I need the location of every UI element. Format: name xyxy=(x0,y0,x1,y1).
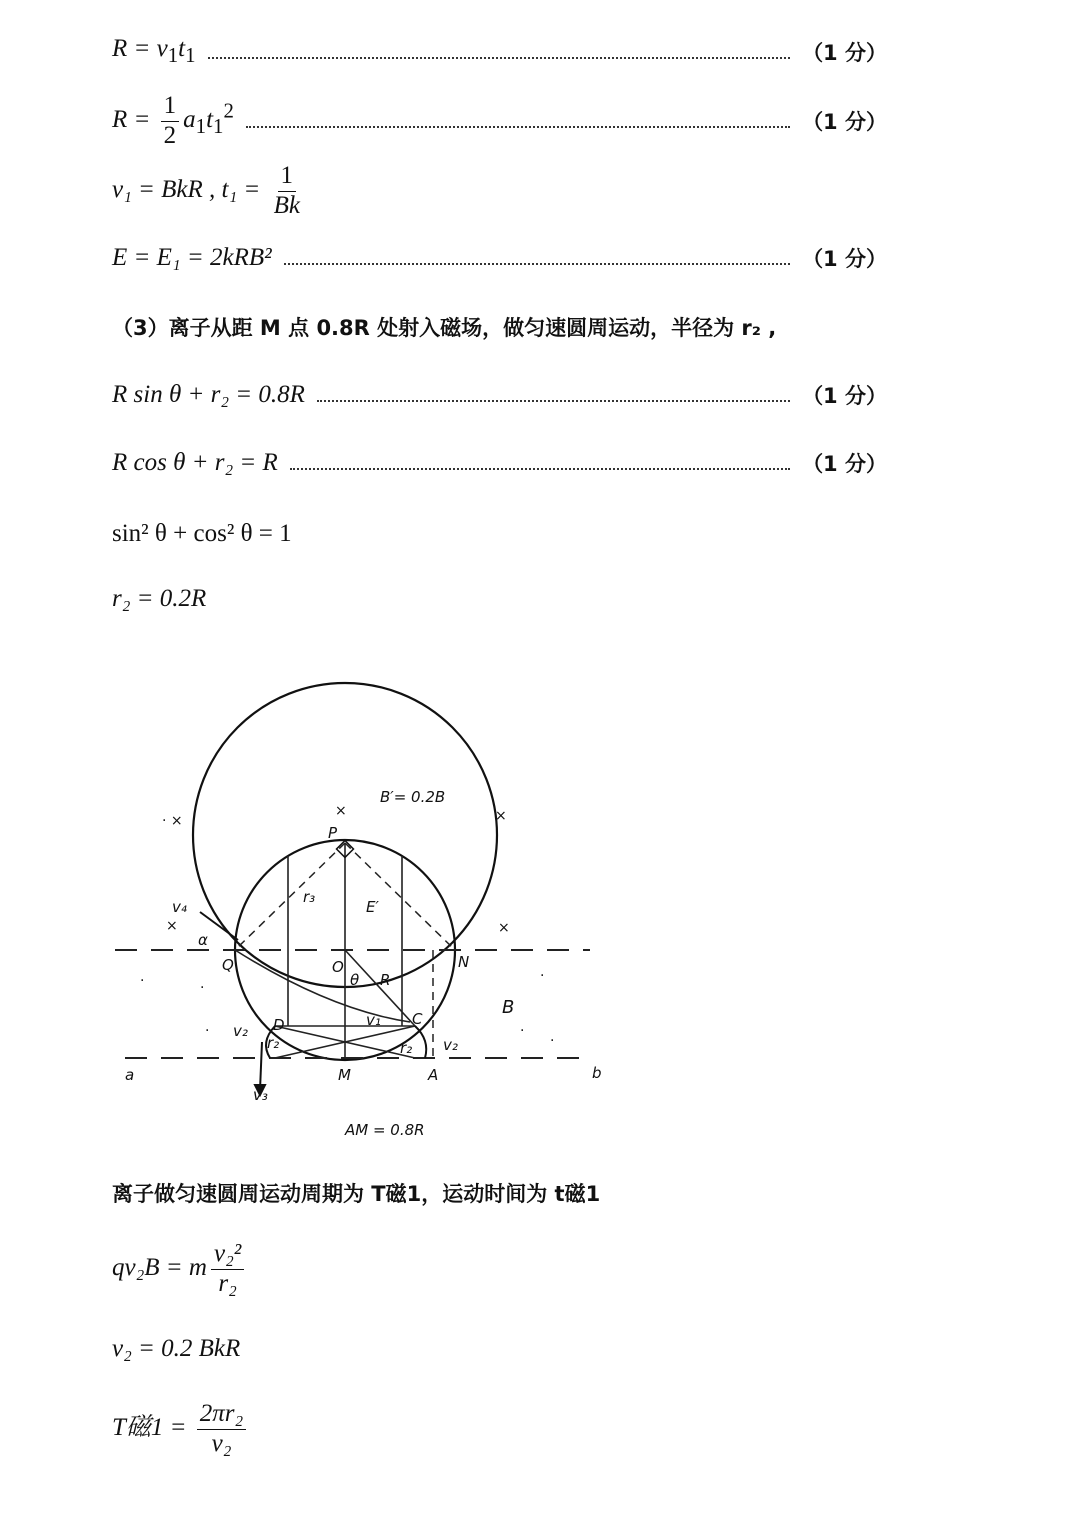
label-v2-right: v₂ xyxy=(443,1036,458,1054)
v3-arrow-line xyxy=(260,1042,262,1090)
score-label: （1 分） xyxy=(802,452,887,476)
magnetic-field-diagram xyxy=(110,680,610,1150)
eq2-lhs: R = xyxy=(112,105,157,133)
field-mark: · xyxy=(550,1033,555,1049)
label-P: P xyxy=(328,824,338,842)
eq2-a: a xyxy=(183,105,196,133)
equation-1 xyxy=(112,35,196,68)
eq2-num: 1 xyxy=(161,92,180,122)
eq4-text: E = E₁ = 2kRB² xyxy=(112,244,272,271)
field-mark: · xyxy=(520,1023,525,1039)
eq1-lhs: R = v xyxy=(112,35,168,62)
eq11-den: v₂ xyxy=(211,1429,232,1457)
equation-10 xyxy=(112,1335,240,1363)
dashed-pn xyxy=(345,843,455,950)
dot-leader xyxy=(317,388,790,402)
field-mark: · xyxy=(140,973,145,989)
period-text: 离子做匀速圆周运动周期为 T磁1，运动时间为 t磁1 xyxy=(112,1182,601,1206)
label-R: R xyxy=(380,971,391,989)
label-v4: v₄ xyxy=(172,898,187,916)
dot-leader xyxy=(290,456,790,470)
field-mark: × xyxy=(166,918,178,934)
eq2-fraction xyxy=(161,92,180,151)
label-v1-mid: v₁ xyxy=(366,1011,381,1029)
eq11-lhs: T磁1 = xyxy=(112,1413,193,1441)
equation-row-4 xyxy=(112,243,887,273)
label-Q: Q xyxy=(222,956,234,974)
label-bprime: B′= 0.2B xyxy=(380,788,446,806)
score-label: （1 分） xyxy=(802,384,887,408)
score-label: （1 分） xyxy=(802,40,887,65)
equation-6 xyxy=(112,449,278,477)
label-r2-right: r₂ xyxy=(400,1039,413,1057)
field-mark: · xyxy=(205,1023,210,1039)
eq2-sup: 2 xyxy=(223,98,234,123)
equation-row-7 xyxy=(112,520,887,548)
field-mark: · xyxy=(200,980,205,996)
eq2-sub2: 1 xyxy=(213,113,224,138)
eq9-fraction xyxy=(211,1240,244,1299)
part3-text: （3）离子从距 M 点 0.8R 处射入磁场，做匀速圆周运动，半径为 r₂ , xyxy=(112,316,777,340)
label-Eprime: E′ xyxy=(366,898,379,916)
equation-11 xyxy=(112,1400,250,1459)
label-C: C xyxy=(412,1010,423,1028)
eq3-num: 1 xyxy=(278,162,297,192)
dot-leader xyxy=(208,45,791,59)
field-mark: × xyxy=(498,920,510,936)
equation-row-6 xyxy=(112,448,887,478)
eq11-num: 2πr₂ xyxy=(197,1400,246,1430)
dashed-pq xyxy=(235,843,345,950)
label-v2-left: v₂ xyxy=(233,1022,248,1040)
label-alpha: α xyxy=(198,931,208,949)
eq1-t: t xyxy=(178,35,186,62)
equation-row-8 xyxy=(112,585,887,613)
eq3-fraction xyxy=(271,162,303,221)
label-v3: v₃ xyxy=(253,1086,268,1104)
dot-leader xyxy=(284,251,790,265)
eq2-den: 2 xyxy=(163,121,177,149)
label-a: a xyxy=(125,1066,135,1084)
eq3-den: Bk xyxy=(273,191,300,219)
score-label: （1 分） xyxy=(802,247,887,271)
label-r2-left: r₂ xyxy=(267,1034,280,1052)
equation-row-9 xyxy=(112,1240,887,1299)
equation-5 xyxy=(112,381,305,409)
eq2-sub: 1 xyxy=(195,113,207,138)
equation-row-11 xyxy=(112,1400,887,1459)
equation-8 xyxy=(112,585,206,613)
eq5-text: R sin θ + r₂ = 0.8R xyxy=(112,381,305,408)
equation-row-10 xyxy=(112,1335,887,1363)
eq2-t: t xyxy=(206,105,214,133)
label-N: N xyxy=(458,953,470,971)
field-mark: · xyxy=(540,968,545,984)
label-theta: θ xyxy=(350,971,360,989)
field-mark: · × xyxy=(162,813,183,829)
label-r3: r₃ xyxy=(303,888,316,906)
label-AM: AM = 0.8R xyxy=(345,1121,425,1139)
equation-row-1 xyxy=(112,35,887,68)
field-mark: × xyxy=(335,803,347,819)
eq1-sub1: 1 xyxy=(167,43,179,67)
right-small-arc xyxy=(415,1026,426,1058)
equation-2 xyxy=(112,92,234,151)
equation-row-3 xyxy=(112,162,887,221)
label-B: B xyxy=(502,997,515,1018)
score-label: （1 分） xyxy=(802,110,887,135)
label-A: A xyxy=(428,1066,439,1084)
equation-4 xyxy=(112,244,272,272)
eq9-num: v₂² xyxy=(211,1240,244,1270)
field-mark: × xyxy=(495,808,507,824)
eq9-den: r₂ xyxy=(218,1269,237,1297)
label-M: M xyxy=(338,1066,351,1084)
eq6-text: R cos θ + r₂ = R xyxy=(112,449,278,476)
equation-7: sin² θ + cos² θ = 1 xyxy=(112,520,292,547)
eq1-sub2: 1 xyxy=(185,43,196,67)
equation-3 xyxy=(112,162,307,221)
label-b: b xyxy=(592,1064,602,1082)
equation-row-2 xyxy=(112,92,887,151)
eq9-lhs: qv₂B = m xyxy=(112,1253,207,1281)
eq3-text: v₁ = BkR , t₁ = xyxy=(112,175,267,203)
label-D: D xyxy=(273,1016,285,1034)
eq11-fraction xyxy=(197,1400,246,1459)
label-O: O xyxy=(332,958,344,976)
equation-row-5 xyxy=(112,380,887,410)
eq8-text: r₂ = 0.2R xyxy=(112,585,207,612)
eq10-text: v₂ = 0.2 BkR xyxy=(112,1335,241,1362)
dot-leader xyxy=(246,114,790,128)
equation-9 xyxy=(112,1240,248,1299)
